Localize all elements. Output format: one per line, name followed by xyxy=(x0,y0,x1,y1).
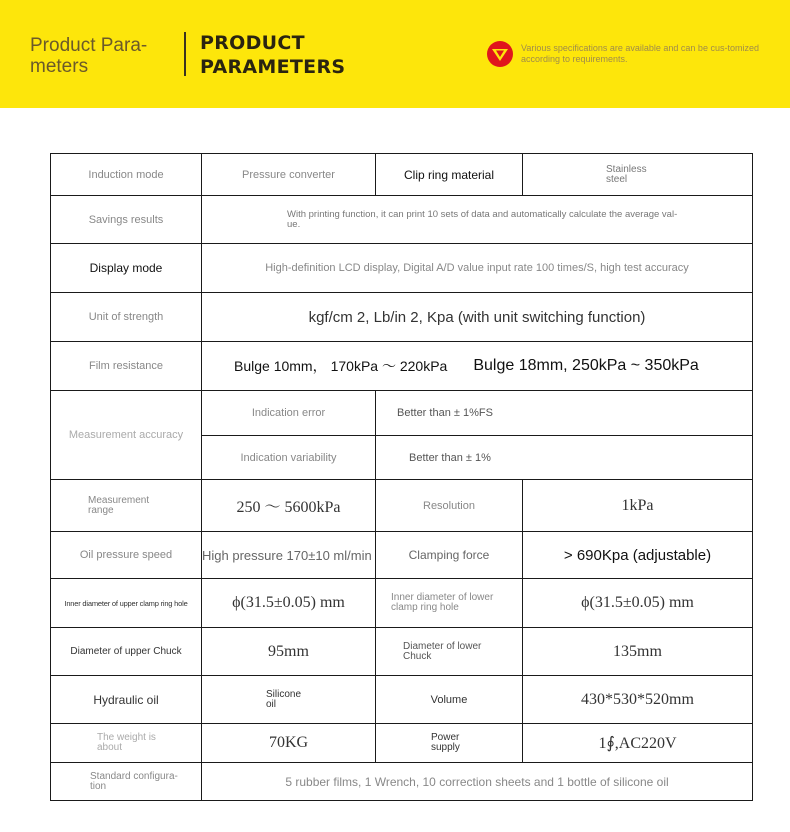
volume-value: 430*530*520mm xyxy=(522,675,753,724)
v-shield-icon xyxy=(486,40,514,68)
upper-clamp-label: Inner diameter of upper clamp ring hole xyxy=(50,578,202,628)
weight-value: 70KG xyxy=(201,723,376,763)
resolution-value: 1kPa xyxy=(522,479,753,532)
upper-clamp-value: ϕ(31.5±0.05) mm xyxy=(201,578,376,628)
oil-speed-value: High pressure 170±10 ml/min xyxy=(201,531,376,579)
volume-label: Volume xyxy=(375,675,523,724)
upper-chuck-value: 95mm xyxy=(201,627,376,676)
indication-variability-label: Indication variability xyxy=(201,435,376,480)
upper-chuck-label: Diameter of upper Chuck xyxy=(50,627,202,676)
oil-speed-label: Oil pressure speed xyxy=(50,531,202,579)
induction-value: Pressure converter xyxy=(201,153,376,196)
accuracy-label: Measurement accuracy xyxy=(50,390,202,480)
indication-error-value: Better than ± 1%FS xyxy=(375,390,753,436)
standard-label: Standard configura- tion xyxy=(50,762,202,801)
film-label: Film resistance xyxy=(50,341,202,391)
strength-value: kgf/cm 2, Lb/in 2, Kpa (with unit switching function) xyxy=(201,292,753,342)
clip-ring-label: Clip ring material xyxy=(375,153,523,196)
clamping-force-label: Clamping force xyxy=(375,531,523,579)
film-value: Bulge 10mm， 170kPa ～ 220kPa Bulge 18mm, 250kPa ~ 350kPa xyxy=(201,341,753,391)
hydraulic-value: Silicone oil xyxy=(201,675,376,724)
title-divider xyxy=(184,32,186,76)
resolution-label: Resolution xyxy=(375,479,523,532)
power-supply-value: 1∮,AC220V xyxy=(522,723,753,763)
induction-label: Induction mode xyxy=(50,153,202,196)
weight-label: The weight is about xyxy=(50,723,202,763)
clamping-force-value: > 690Kpa (adjustable) xyxy=(522,531,753,579)
title-left: Product Para- meters xyxy=(30,35,148,77)
hydraulic-label: Hydraulic oil xyxy=(50,675,202,724)
range-label: Measurement range xyxy=(50,479,202,532)
clip-ring-value: Stainless steel xyxy=(522,153,753,196)
lower-chuck-label: Diameter of lower Chuck xyxy=(375,627,523,676)
customization-note: Various specifications are available and can be cus-tomized according to requirements. xyxy=(521,43,759,64)
strength-label: Unit of strength xyxy=(50,292,202,342)
standard-value: 5 rubber films, 1 Wrench, 10 correction sheets and 1 bottle of silicone oil xyxy=(201,762,753,801)
title-right: PRODUCT PARAMETERS xyxy=(200,32,346,78)
savings-value: With printing function, it can print 10 sets of data and automatically calculate the average val- ue. xyxy=(201,195,753,244)
range-value: 250 ～ 5600kPa xyxy=(201,479,376,532)
indication-error-label: Indication error xyxy=(201,390,376,436)
power-supply-label: Power supply xyxy=(375,723,523,763)
lower-clamp-label: Inner diameter of lower clamp ring hole xyxy=(375,578,523,628)
indication-variability-value: Better than ± 1% xyxy=(375,435,753,480)
spec-table xyxy=(50,153,753,801)
header-banner xyxy=(0,0,790,108)
lower-chuck-value: 135mm xyxy=(522,627,753,676)
savings-label: Savings results xyxy=(50,195,202,244)
display-label: Display mode xyxy=(50,243,202,293)
lower-clamp-value: ϕ(31.5±0.05) mm xyxy=(522,578,753,628)
display-value: High-definition LCD display, Digital A/D value input rate 100 times/S, high test accuracy xyxy=(201,243,753,293)
